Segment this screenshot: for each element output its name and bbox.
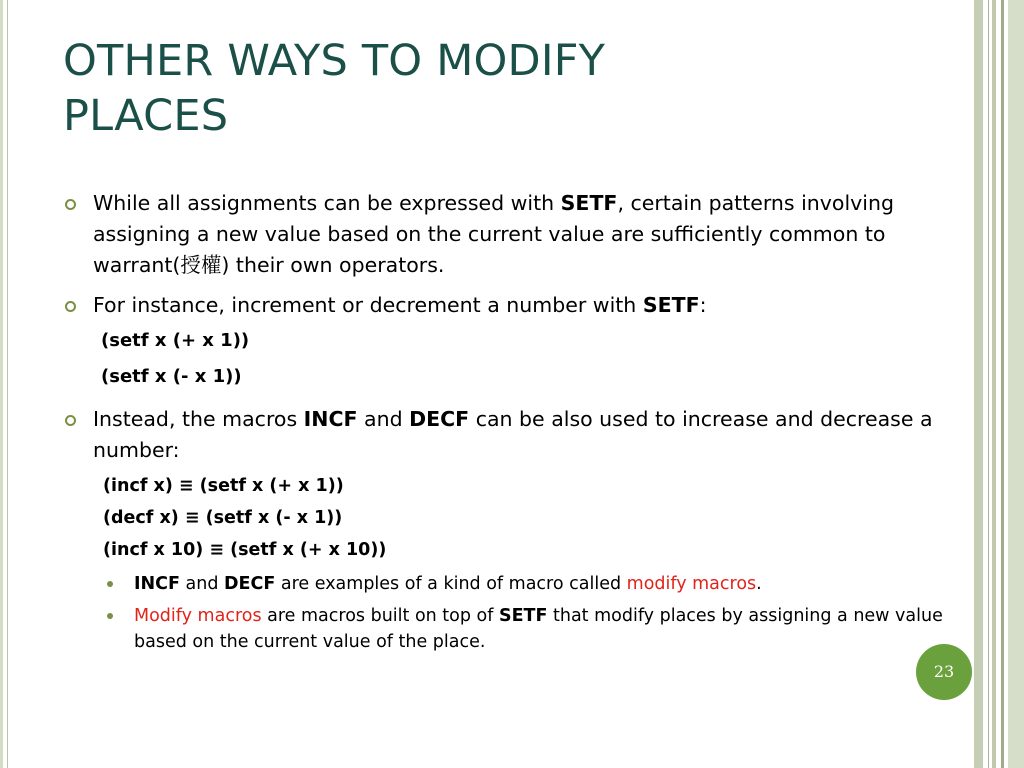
ring-bullet-icon <box>65 199 76 210</box>
right-frame-stripe <box>992 0 996 768</box>
sub-bullet-item: INCF and DECF are examples of a kind of macro called modify macros. <box>65 571 955 597</box>
right-frame-line <box>988 0 989 768</box>
bullet-item: For instance, increment or decrement a number with SETF: <box>65 290 955 321</box>
code-line: (decf x) ≡ (setf x (- x 1)) <box>103 508 343 528</box>
slide-title-line1: OTHER WAYS TO MODIFY <box>63 36 606 86</box>
dot-bullet-icon <box>107 613 113 619</box>
ring-bullet-icon <box>65 415 76 426</box>
keyword: DECF <box>224 574 276 594</box>
bullet-item: While all assignments can be expressed with SETF, certain patterns involving assigning a new value based on the current value are sufficiently common to warrant(授權) their own operators. <box>65 188 955 281</box>
right-frame-stripe <box>1008 0 1024 768</box>
ring-bullet-icon <box>65 301 76 312</box>
slide-title-line2: PLACES <box>63 91 229 141</box>
highlight-term: Modify macros <box>134 606 262 626</box>
code-line: (setf x (+ x 1)) <box>101 330 250 351</box>
bullet-item: Instead, the macros INCF and DECF can be also used to increase and decrease a number: <box>65 404 955 466</box>
code-line: (incf x 10) ≡ (setf x (+ x 10)) <box>103 540 387 560</box>
left-frame-stripe <box>0 0 3 768</box>
code-line: (setf x (- x 1)) <box>101 366 242 387</box>
keyword: DECF <box>409 407 470 431</box>
left-frame-line <box>7 0 8 768</box>
sub-bullet-item: Modify macros are macros built on top of SETF that modify places by assigning a new value based on the current value of the place. <box>65 603 955 655</box>
keyword: INCF <box>134 574 180 594</box>
left-frame-decoration <box>0 0 10 768</box>
slide-content <box>65 188 955 661</box>
keyword: INCF <box>303 407 358 431</box>
dot-bullet-icon <box>107 581 113 587</box>
page-number-badge: 23 <box>916 644 972 700</box>
slide-title <box>63 34 913 144</box>
highlight-term: modify macros <box>626 574 757 594</box>
keyword: SETF <box>642 293 700 317</box>
keyword: SETF <box>560 191 618 215</box>
right-frame-stripe <box>974 0 983 768</box>
keyword: SETF <box>498 606 548 626</box>
right-frame-line <box>1001 0 1004 768</box>
code-line: (incf x) ≡ (setf x (+ x 1)) <box>103 476 344 496</box>
right-frame-decoration <box>974 0 1024 768</box>
